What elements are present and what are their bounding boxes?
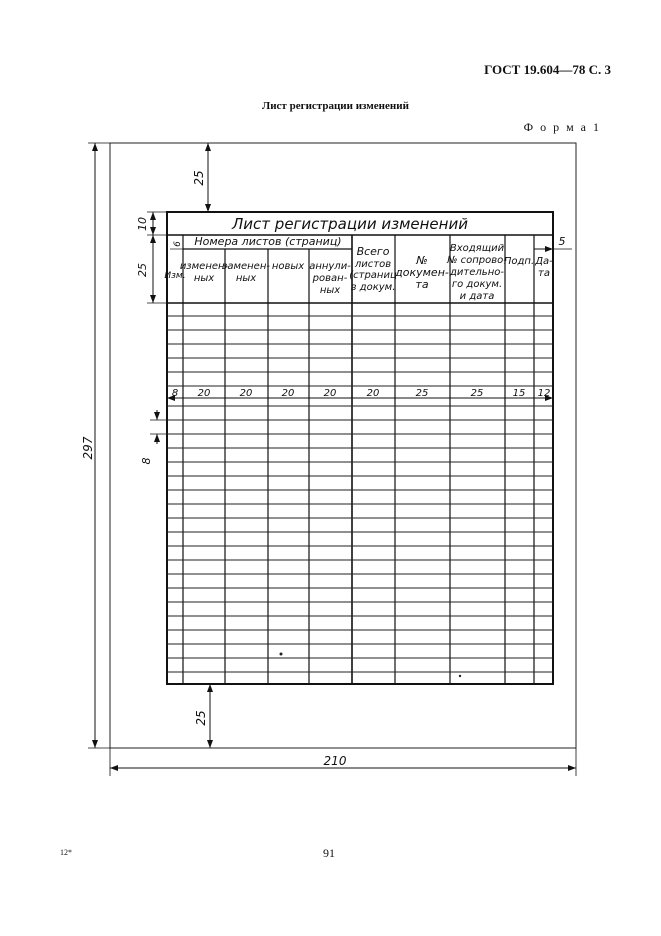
width-2: 20 bbox=[197, 388, 211, 399]
width-1: 8 bbox=[171, 388, 179, 399]
col-data-1: Да- bbox=[535, 256, 553, 267]
group-header: Номера листов (страниц) bbox=[194, 235, 342, 248]
col-izm: Изм. bbox=[164, 271, 186, 281]
col-vsego-4: в докум. bbox=[350, 282, 396, 293]
col-izmenennyh-2: ных bbox=[193, 273, 215, 284]
footer-signature-mark: 12* bbox=[60, 848, 72, 857]
col-zamenennyh-2: ных bbox=[235, 273, 257, 284]
dim-right-margin: 5 bbox=[558, 235, 566, 248]
col-data-2: та bbox=[538, 268, 550, 279]
col-podp: Подп. bbox=[503, 256, 535, 267]
width-3: 20 bbox=[239, 388, 253, 399]
col-annul-3: ных bbox=[319, 285, 341, 296]
col-nomer-3: та bbox=[415, 278, 429, 291]
col-vsego-2: листов bbox=[354, 259, 392, 270]
col-vsego-3: (страниц bbox=[349, 270, 397, 281]
col-vhod-4: го докум. bbox=[451, 279, 503, 290]
dim-row-height: 8 bbox=[140, 457, 153, 465]
dim-group-header: 6 bbox=[173, 241, 183, 247]
col-nomer-1: № bbox=[416, 254, 428, 267]
width-7: 25 bbox=[415, 388, 429, 399]
dim-top-margin: 25 bbox=[192, 170, 206, 186]
dim-bottom-margin: 25 bbox=[194, 710, 208, 726]
col-zamenennyh-1: заменен- bbox=[222, 261, 270, 272]
dim-header-height: 25 bbox=[136, 263, 149, 277]
dim-title-height: 10 bbox=[136, 217, 149, 231]
col-vhod-1: Входящий bbox=[449, 243, 505, 254]
col-vhod-3: дительно- bbox=[450, 267, 504, 278]
page-title: Лист регистрации изменений bbox=[262, 100, 409, 112]
width-4: 20 bbox=[281, 388, 295, 399]
col-annul-2: рован- bbox=[312, 273, 348, 284]
page-number: 91 bbox=[323, 846, 335, 860]
width-8: 25 bbox=[470, 388, 484, 399]
width-6: 20 bbox=[366, 388, 380, 399]
width-10: 12 bbox=[537, 388, 551, 399]
col-novyh: новых bbox=[271, 261, 305, 272]
dim-page-height: 297 bbox=[81, 436, 95, 460]
page-outline bbox=[110, 143, 576, 748]
width-9: 15 bbox=[512, 388, 526, 399]
col-vsego-1: Всего bbox=[356, 245, 390, 258]
col-vhod-2: № сопрово- bbox=[447, 255, 507, 266]
form-title: Лист регистрации изменений bbox=[232, 215, 468, 233]
standard-number: ГОСТ 19.604—78 С. 3 bbox=[484, 62, 611, 77]
width-5: 20 bbox=[323, 388, 337, 399]
col-nomer-2: докумен- bbox=[395, 266, 449, 279]
col-izmenennyh-1: изменен- bbox=[179, 261, 229, 272]
dim-page-width: 210 bbox=[323, 754, 347, 768]
col-annul-1: аннули- bbox=[309, 261, 351, 272]
form-label: Ф о р м а 1 bbox=[523, 120, 601, 134]
col-vhod-5: и дата bbox=[459, 291, 495, 302]
